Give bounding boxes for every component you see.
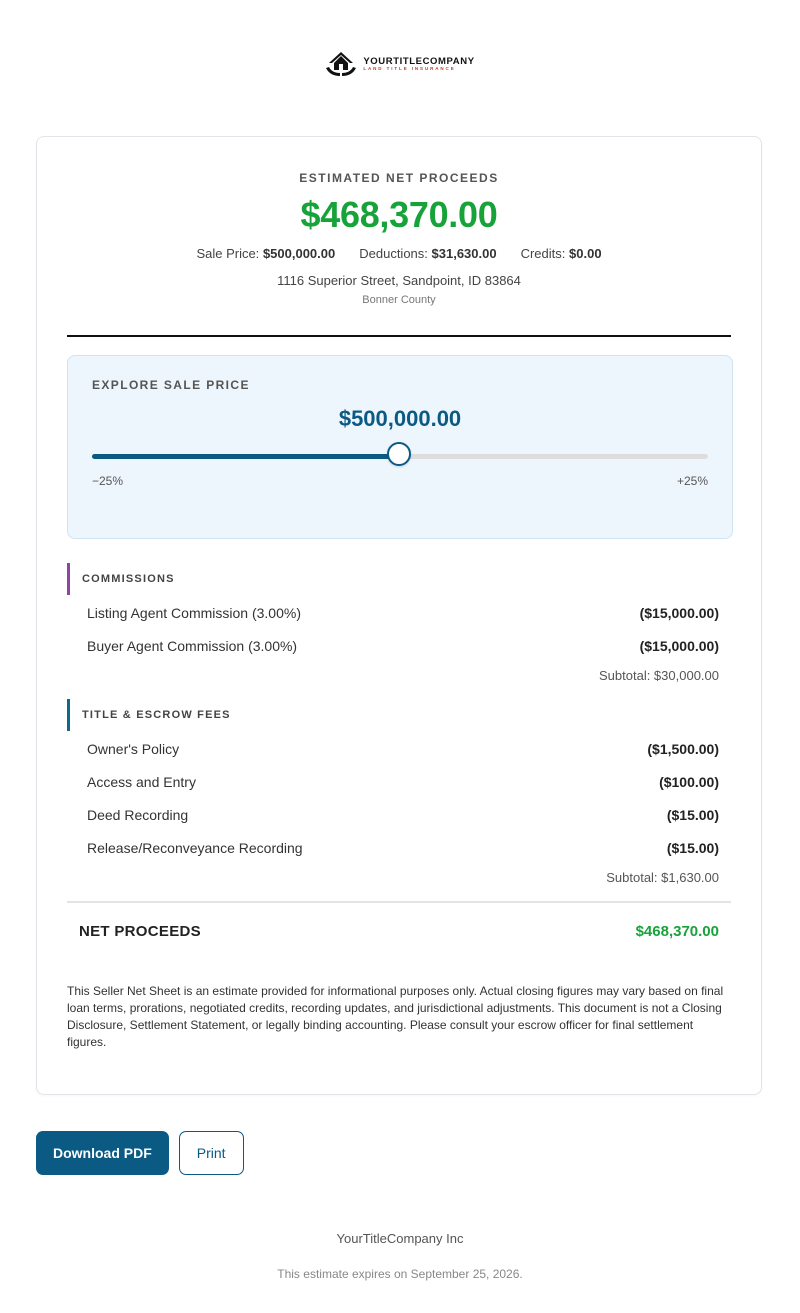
slider-value: $500,000.00 — [338, 406, 462, 431]
summary — [37, 137, 761, 306]
section-title: TITLE & ESCROW FEES — [67, 699, 731, 731]
credits-label: Credits: — [520, 246, 566, 261]
logo-tagline: LAND TITLE INSURANCE — [363, 66, 456, 71]
net-proceeds-label: NET PROCEEDS — [79, 922, 201, 940]
house-hands-icon — [325, 50, 357, 78]
slider-fill — [92, 454, 400, 459]
line-item-amount: ($15.00) — [666, 839, 719, 856]
footer-expiry: This estimate expires on September 25, 2026. — [277, 1267, 523, 1281]
line-item — [67, 732, 731, 765]
summary-divider — [67, 335, 731, 337]
sale-price-value: $500,000.00 — [262, 246, 336, 261]
title-escrow-section — [67, 699, 731, 892]
net-proceeds-amount: $468,370.00 — [300, 194, 498, 235]
line-item-amount: ($15,000.00) — [639, 637, 719, 654]
slider-min-label: −25% — [92, 474, 124, 488]
logo-name: YOURTITLECOMPANY — [363, 55, 475, 67]
line-item-amount: ($1,500.00) — [647, 740, 719, 757]
slider-handle[interactable] — [387, 442, 411, 466]
line-item-label: Deed Recording — [87, 806, 189, 823]
sale-price-explorer — [67, 355, 733, 539]
line-item-label: Owner's Policy — [87, 740, 180, 757]
line-item — [67, 765, 731, 798]
property-county: Bonner County — [362, 294, 436, 306]
summary-label: ESTIMATED NET PROCEEDS — [299, 171, 499, 185]
download-pdf-button[interactable]: Download PDF — [36, 1131, 169, 1175]
section-title: COMMISSIONS — [67, 563, 731, 595]
line-item-label: Buyer Agent Commission (3.00%) — [87, 637, 298, 654]
deductions-label: Deductions: — [359, 246, 428, 261]
disclaimer: This Seller Net Sheet is an estimate provided for informational purposes only. Actual closing figures may vary based on final loan terms, prorations, negotiated credits, recording updates, and jurisdictional adjustments. This document is not a Closing Disclosure, Settlement Statement, or legally binding accounting. Please consult your escrow officer for final settlement figures. — [67, 984, 724, 1049]
line-item-amount: ($100.00) — [659, 773, 719, 790]
line-item — [67, 629, 731, 662]
net-proceeds-total: $468,370.00 — [635, 922, 719, 940]
header — [0, 0, 800, 128]
line-item — [67, 798, 731, 831]
company-logo — [325, 50, 474, 78]
sale-price-slider[interactable] — [92, 454, 708, 459]
line-item-label: Listing Agent Commission (3.00%) — [87, 604, 301, 621]
line-item-label: Access and Entry — [87, 773, 196, 790]
slider-max-label: +25% — [676, 474, 708, 488]
commissions-section — [67, 563, 731, 690]
print-button[interactable]: Print — [179, 1131, 244, 1175]
line-item-amount: ($15.00) — [666, 806, 719, 823]
line-item — [67, 596, 731, 629]
property-address: 1116 Superior Street, Sandpoint, ID 83864 — [277, 273, 521, 288]
summary-stats — [37, 246, 761, 261]
slider-label: EXPLORE SALE PRICE — [92, 378, 250, 392]
line-item-label: Release/Reconveyance Recording — [87, 839, 303, 856]
sale-price-label: Sale Price: — [196, 246, 260, 261]
net-proceeds-row — [67, 901, 731, 959]
credits-stat — [521, 246, 602, 261]
actions — [36, 1131, 244, 1175]
footer-company: YourTitleCompany Inc — [336, 1231, 464, 1246]
deductions-value: $31,630.00 — [431, 246, 497, 261]
section-subtotal: Subtotal: $30,000.00 — [599, 668, 719, 683]
net-sheet-card — [36, 136, 762, 1095]
sale-price-stat — [196, 246, 335, 261]
section-subtotal: Subtotal: $1,630.00 — [606, 870, 719, 885]
credits-value: $0.00 — [569, 246, 602, 261]
deductions-stat — [359, 246, 496, 261]
line-item-amount: ($15,000.00) — [639, 604, 719, 621]
line-item — [67, 831, 731, 864]
